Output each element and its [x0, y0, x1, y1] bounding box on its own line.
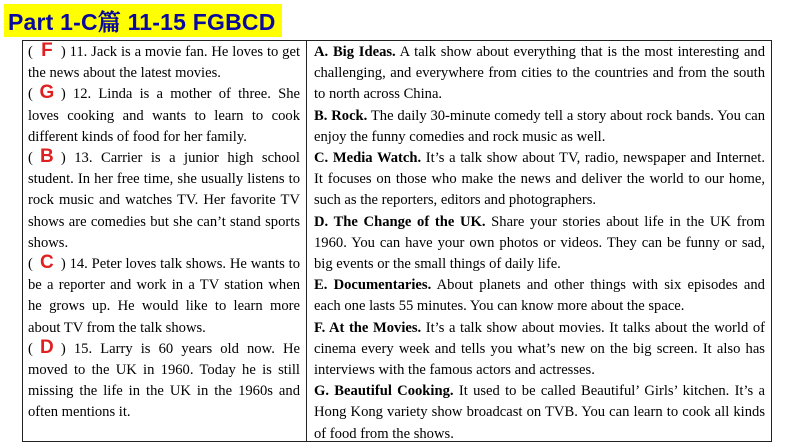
question-15: ( D ) 15. Larry is 60 years old now. He moved to the UK in 1960. Today he is still missing the life in the UK in the 1960s and often mentions it.: [28, 336, 300, 421]
question-11: ( F ) 11. Jack is a movie fan. He loves to get the news about the latest movies.: [28, 40, 300, 82]
option-heading: D. The Change of the UK.: [314, 213, 486, 230]
answer-12: G: [39, 82, 55, 104]
option-a: [314, 42, 765, 106]
option-heading: F. At the Movies.: [314, 319, 422, 336]
question-text: ) 15. Larry is 60 years old now. He moved to the UK in 1960. Today he is still missing the life in the UK in the 1960s and often mentions it.: [28, 340, 300, 421]
option-heading: B. Rock.: [314, 107, 368, 124]
matching-table: [22, 40, 772, 442]
options-column: [307, 41, 771, 441]
option-text: The daily 30-minute comedy tell a story about rock bands. You can enjoy the funny comedies and rock music as well.: [314, 107, 765, 145]
option-d: [314, 212, 765, 276]
question-text: ) 11. Jack is a movie fan. He loves to get the news about the latest movies.: [28, 44, 300, 82]
option-c: [314, 148, 765, 212]
option-g: [314, 381, 765, 445]
option-f: [314, 318, 765, 382]
option-heading: A. Big Ideas.: [314, 44, 396, 60]
option-text: It’s a talk show about TV, radio, newspaper and Internet. It focuses on those who make the news and deliver the world to our home, such as the reporters, editors and photographers.: [314, 150, 765, 209]
answer-14: C: [40, 252, 54, 274]
option-text: About planets and other things with six episodes and each one lasts 55 minutes. You can know more about the space.: [314, 277, 765, 315]
option-text: Share your stories about life in the UK from 1960. You can have your own photos or videos. They can be funny or sad, big events or the small things of daily life.: [314, 213, 765, 273]
option-text: It’s a talk show about movies. It talks about the world of cinema every week and tells you what’s new on the big screen. It also has interviews with the famous actors and actresses.: [314, 319, 765, 379]
answer-11: F: [41, 40, 53, 61]
option-text: A talk show about everything that is the most interesting and challenging, and everywhere from cities to the countries and from the south to north across China.: [314, 44, 766, 103]
option-heading: E. Documentaries.: [314, 277, 432, 294]
questions-column: [23, 41, 307, 441]
question-text: ) 14. Peter loves talk shows. He wants to be a reporter and work in a TV station when he grows up. He would like to learn more about TV from the talk shows.: [28, 256, 300, 336]
title-banner: [4, 4, 282, 37]
option-text: It used to be called Beautiful’ Girls’ kitchen. It’s a Hong Kong variety show broadcast on TVB. You can learn to cook all kinds of food from the shows.: [314, 383, 765, 442]
answer-13: B: [40, 146, 54, 168]
option-heading: G. Beautiful Cooking.: [314, 383, 454, 400]
question-13: ( B ) 13. Carrier is a junior high school student. In her free time, she usually listens to rock music and watches TV. Her favorite TV shows are comedies but she can’t stand sports shows.: [28, 146, 300, 251]
page-title: Part 1-C篇 11-15 FGBCD: [8, 9, 276, 35]
question-14: ( C ) 14. Peter loves talk shows. He wants to be a reporter and work in a TV station when he grows up. He would like to learn more about TV from the talk shows.: [28, 252, 300, 336]
question-text: ) 12. Linda is a mother of three. She loves cooking and wants to learn to cook different kinds of food for her family.: [28, 86, 300, 145]
option-b: [314, 106, 765, 148]
option-e: [314, 275, 765, 317]
answer-15: D: [40, 336, 54, 358]
option-heading: C. Media Watch.: [314, 150, 422, 167]
question-12: ( G ) 12. Linda is a mother of three. She loves cooking and wants to learn to cook different kinds of food for her family.: [28, 82, 300, 145]
question-text: ) 13. Carrier is a junior high school student. In her free time, she usually listens to rock music and watches TV. Her favorite TV shows are comedies but she can’t stand sports shows.: [28, 150, 300, 251]
